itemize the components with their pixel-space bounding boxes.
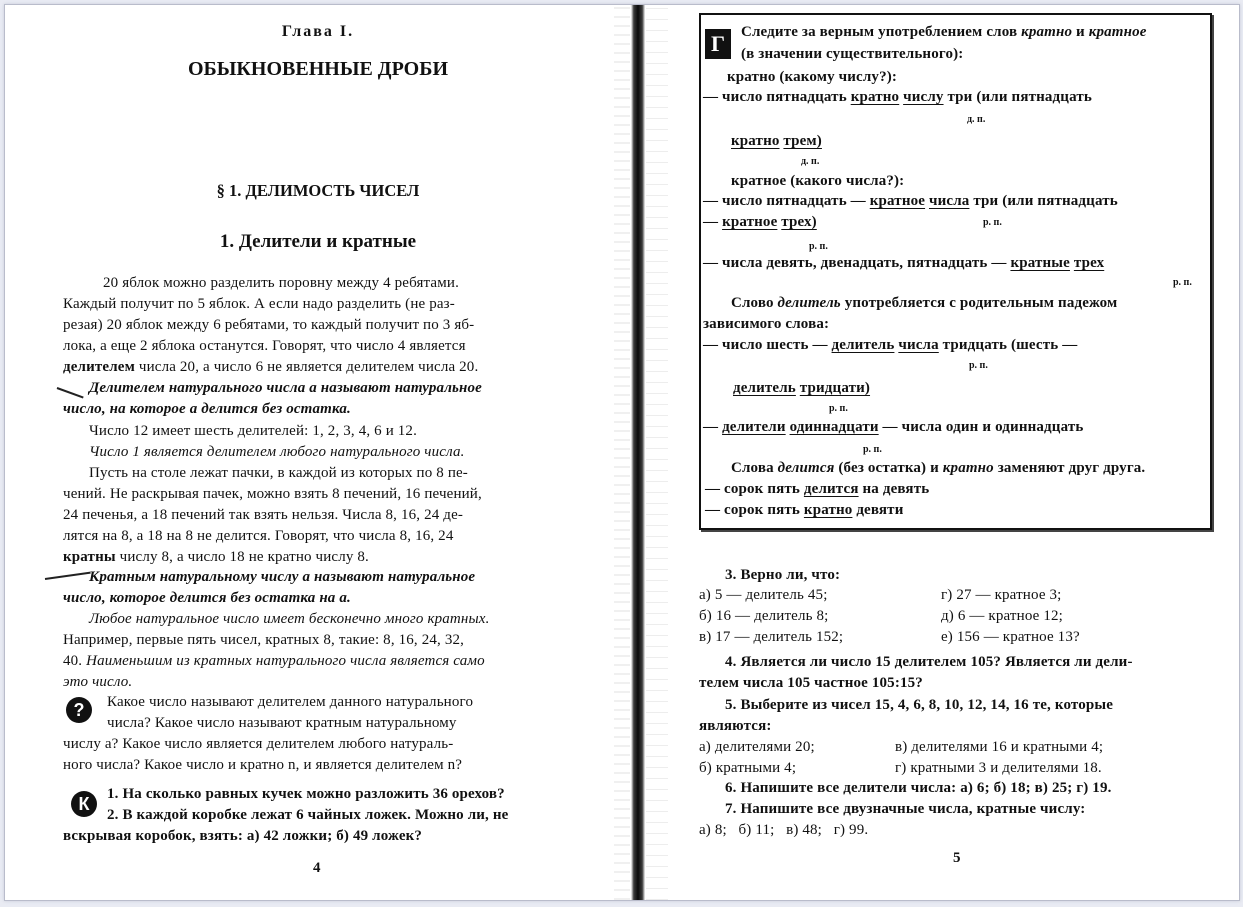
text-fragment: (без остатка) и	[834, 460, 943, 476]
box-line: кратно (какому числу?):	[727, 69, 898, 85]
text-fragment: Слово	[731, 295, 778, 311]
definition-divisor: число, на которое a делится без остатка.	[63, 401, 351, 417]
exercise-option: а) делителями 20;	[699, 739, 815, 755]
exercise-3: 3. Верно ли, что:	[725, 567, 841, 583]
grammar-g-icon: Г	[705, 29, 731, 59]
exercise-4: телем числа 105 частное 105:15?	[699, 675, 923, 691]
exercise-6: 6. Напишите все делители числа: а) 6; б) 18; в) 25; г) 19.	[725, 780, 1112, 796]
case-label: р. п.	[863, 444, 882, 455]
scanned-spread	[4, 4, 1240, 901]
text-fragment: кратно	[1021, 24, 1073, 40]
chapter-title: ОБЫКНОВЕННЫЕ ДРОБИ	[188, 58, 448, 80]
question-icon: ?	[66, 697, 92, 723]
exercise-option: г) кратными 3 и делителями 18.	[895, 760, 1102, 776]
text-fragment: —	[703, 214, 723, 230]
definition-multiple: Кратным натуральному числу a называют натуральное	[89, 569, 476, 585]
text-fragment: — числа один и одиннадцать	[878, 419, 1084, 435]
case-label: р. п.	[809, 241, 828, 252]
text-fragment: три (или пятнадцать	[969, 193, 1118, 209]
text-fragment: и	[1072, 24, 1089, 40]
underlined-word: делитель	[733, 380, 796, 396]
box-line	[703, 191, 1118, 212]
box-line	[731, 293, 1117, 314]
exercise-option: д) 6 — кратное 12;	[941, 608, 1063, 624]
box-line: зависимого слова:	[703, 316, 830, 332]
box-line: (в значении существительного):	[741, 46, 964, 62]
box-line	[733, 378, 870, 399]
case-label: р. п.	[1173, 277, 1192, 288]
underlined-word: кратно	[731, 133, 780, 149]
underlined-word: числу	[903, 89, 944, 105]
underlined-word: кратно	[850, 89, 900, 105]
text-line: Любое натуральное число имеет бесконечно много кратных.	[89, 611, 490, 627]
box-line	[741, 22, 1147, 43]
text-fragment: Наименьшим из кратных натурального числа является само	[86, 653, 485, 669]
exercise-5: являются:	[699, 718, 772, 734]
underlined-word: трех)	[781, 214, 817, 230]
exercise-5: 5. Выберите из чисел 15, 4, 6, 8, 10, 12, 14, 16 те, которые	[725, 697, 1114, 713]
term-divisor: делителем	[63, 359, 135, 375]
text-fragment: три (или пятнадцать	[943, 89, 1092, 105]
text-fragment: употребляется с родительным падежом	[840, 295, 1118, 311]
text-line: Число 1 является делителем любого натурального числа.	[89, 444, 465, 460]
case-label: р. п.	[983, 217, 1002, 228]
text-line: чений. Не раскрывая пачек, можно взять 8 печений, 16 печений,	[63, 486, 482, 502]
box-line	[703, 212, 817, 233]
book-gutter	[631, 5, 645, 900]
left-page	[5, 5, 631, 900]
text-fragment: заменяют друг друга.	[993, 460, 1146, 476]
underlined-word: кратное	[869, 193, 926, 209]
box-line	[703, 417, 1083, 438]
text-fragment: — число пятнадцать —	[703, 193, 870, 209]
box-line	[731, 131, 822, 152]
text-line: 24 печенья, а 18 печений так взять нельзя. Числа 8, 16, 24 де-	[63, 507, 464, 523]
subsection-heading: 1. Делители и кратные	[219, 231, 417, 252]
exercise-option: в) 17 — делитель 152;	[699, 629, 844, 645]
text-fragment: девяти	[852, 502, 904, 518]
definition-multiple: число, которое делится без остатка на a.	[63, 590, 351, 606]
exercise-k-icon: К	[71, 791, 97, 817]
exercise-2: 2. В каждой коробке лежат 6 чайных ложек. Можно ли, не	[107, 807, 509, 823]
text-fragment: Слова	[731, 460, 778, 476]
exercise-option: в) делителями 16 и кратными 4;	[895, 739, 1104, 755]
text-fragment: — число шесть —	[703, 337, 832, 353]
box-line	[705, 479, 929, 500]
text-fragment: — сорок пять	[705, 502, 804, 518]
text-fragment: — числа девять, двенадцать, пятнадцать —	[703, 255, 1011, 271]
text-line: это число.	[63, 674, 133, 690]
underlined-word: трем)	[783, 133, 822, 149]
underlined-word: делится	[803, 481, 859, 497]
text-line: Каждый получит по 5 яблок. А если надо разделить (не раз-	[63, 296, 455, 312]
text-fragment: тридцать (шесть —	[938, 337, 1078, 353]
exercise-option: б) 16 — делитель 8;	[699, 608, 829, 624]
box-line	[703, 253, 1104, 274]
text-fragment: кратно	[942, 460, 994, 476]
text-line	[63, 357, 478, 378]
underlined-word: числа	[898, 337, 939, 353]
page-number: 5	[953, 850, 961, 866]
text-fragment: кратное	[1088, 24, 1147, 40]
text-line: Число 12 имеет шесть делителей: 1, 2, 3, 4, 6 и 12.	[89, 423, 417, 439]
text-fragment: Следите за верным употреблением слов	[741, 24, 1022, 40]
case-label: р. п.	[969, 360, 988, 371]
text-fragment: — число пятнадцать	[703, 89, 851, 105]
scan-noise	[614, 5, 630, 900]
text-fragment: на девять	[858, 481, 930, 497]
exercise-4: 4. Является ли число 15 делителем 105? Является ли дели-	[725, 654, 1133, 670]
underlined-word: тридцати)	[799, 380, 871, 396]
case-label: д. п.	[801, 156, 820, 167]
text-line: Пусть на столе лежат пачки, в каждой из которых по 8 пе-	[89, 465, 468, 481]
exercise-option: а) 8; б) 11; в) 48; г) 99.	[699, 822, 869, 838]
underlined-word: числа	[928, 193, 970, 209]
question-line: числу a? Какое число является делителем любого натураль-	[63, 736, 454, 752]
question-line: Какое число называют делителем данного натурального	[107, 694, 474, 710]
exercise-option: б) кратными 4;	[699, 760, 797, 776]
section-heading: § 1. ДЕЛИМОСТЬ ЧИСЕЛ	[216, 181, 420, 200]
right-page	[645, 5, 1239, 900]
text-fragment: числа 20, а число 6 не является делителем числа 20.	[134, 359, 479, 375]
case-label: р. п.	[829, 403, 848, 414]
underlined-word: кратно	[803, 502, 853, 518]
text-line	[63, 547, 369, 568]
text-fragment: делитель	[777, 295, 841, 311]
exercise-1: 1. На сколько равных кучек можно разложить 36 орехов?	[107, 786, 505, 802]
exercise-7: 7. Напишите все двузначные числа, кратные числу:	[725, 801, 1086, 817]
term-multiple: кратны	[63, 549, 116, 565]
chapter-heading: Глава I.	[281, 23, 355, 40]
definition-divisor: Делителем натурального числа a называют натуральное	[89, 380, 482, 396]
pen-mark	[45, 572, 91, 580]
underlined-word: кратное	[722, 214, 778, 230]
pen-mark	[57, 387, 84, 398]
case-label: д. п.	[967, 114, 986, 125]
box-line	[703, 335, 1077, 356]
exercise-option: г) 27 — кратное 3;	[941, 587, 1062, 603]
text-fragment: — сорок пять	[705, 481, 804, 497]
text-line: 20 яблок можно разделить поровну между 4 ребятами.	[103, 275, 459, 291]
box-line	[731, 458, 1145, 479]
text-fragment: числу 8, а число 18 не кратно числу 8.	[115, 549, 369, 565]
exercise-option: а) 5 — делитель 45;	[699, 587, 828, 603]
page-number: 4	[313, 860, 321, 876]
underlined-word: делители	[722, 419, 786, 435]
box-line: кратное (какого числа?):	[731, 173, 905, 189]
exercise-2: вскрывая коробок, взять: а) 42 ложки; б) 49 ложек?	[63, 828, 423, 844]
question-line: числа? Какое число называют кратным натуральному	[107, 715, 457, 731]
text-fragment: —	[703, 419, 723, 435]
text-line: Например, первые пять чисел, кратных 8, такие: 8, 16, 24, 32,	[63, 632, 465, 648]
text-line: резая) 20 яблок между 6 ребятами, то каждый получит по 3 яб-	[63, 317, 475, 333]
box-line	[703, 87, 1092, 108]
text-line: лока, а еще 2 яблока останутся. Говорят, что число 4 является	[63, 338, 466, 354]
text-fragment: делится	[777, 460, 835, 476]
underlined-word: делитель	[831, 337, 895, 353]
box-line	[705, 500, 904, 521]
question-line: ного числа? Какое число и кратно n, и является делителем n?	[63, 757, 463, 773]
text-fragment: 40.	[63, 653, 87, 669]
underlined-word: кратные	[1010, 255, 1070, 271]
underlined-word: трех	[1073, 255, 1105, 271]
underlined-word: одиннадцати	[789, 419, 879, 435]
text-line	[63, 651, 485, 672]
exercise-option: е) 156 — кратное 13?	[941, 629, 1080, 645]
text-line: лятся на 8, а 18 на 8 не делится. Говорят, что числа 8, 16, 24	[63, 528, 454, 544]
